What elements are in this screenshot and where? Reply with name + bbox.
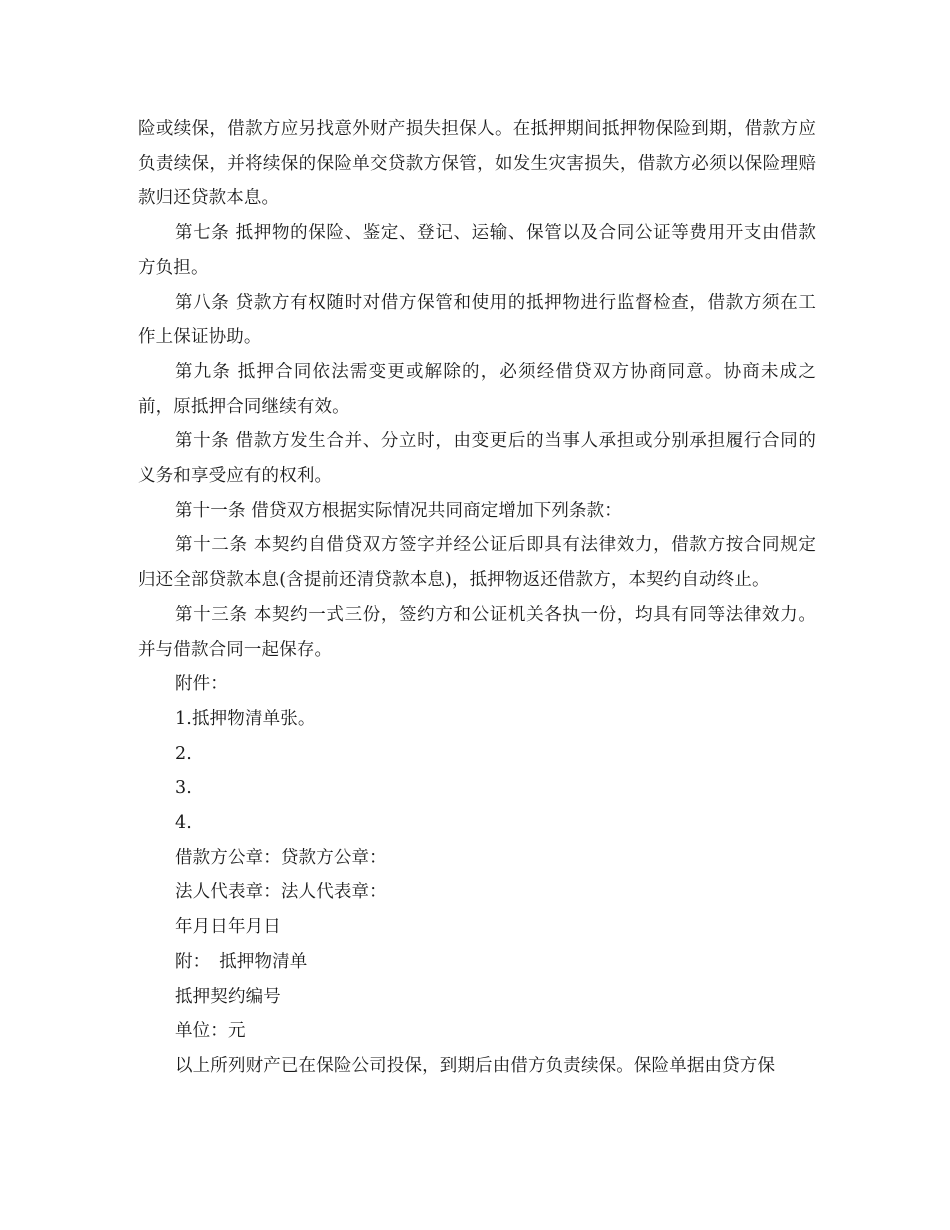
article-10: 第十条 借款方发生合并、分立时，由变更后的当事人承担或分别承担履行合同的义务和享受应有的权利。 (138, 431, 816, 487)
attachments-heading: 附件： (175, 674, 228, 695)
article-8: 第八条 贷款方有权随时对借方保管和使用的抵押物进行监督检查，借款方须在工作上保证协助。 (138, 292, 816, 348)
attachment-item-3: 3. (175, 778, 192, 799)
attachment-item-1: 1.抵押物清单张。 (175, 708, 316, 729)
legal-rep-seals-line: 法人代表章：法人代表章： (175, 882, 387, 903)
company-seals-line: 借款方公章：贷款方公章： (175, 847, 387, 868)
contract-number-label: 抵押契约编号 (175, 986, 281, 1007)
appendix-title: 附： 抵押物清单 (175, 951, 308, 972)
article-13: 第十三条 本契约一式三份，签约方和公证机关各执一份，均具有同等法律效力。并与借款合同一起保存。 (138, 604, 816, 660)
attachment-item-4: 4. (175, 813, 192, 834)
article-11: 第十一条 借贷双方根据实际情况共同商定增加下列条款： (175, 500, 622, 521)
document-body (138, 112, 816, 1084)
unit-label: 单位：元 (175, 1021, 246, 1042)
article-12: 第十二条 本契约自借贷双方签字并经公证后即具有法律效力，借款方按合同规定归还全部贷款本息(含提前还清贷款本息)，抵押物返还借款方，本契约自动终止。 (138, 535, 816, 591)
date-line: 年月日年月日 (175, 917, 281, 938)
paragraph-insurance-continuation: 险或续保，借款方应另找意外财产损失担保人。在抵押期间抵押物保险到期，借款方应负责续保，并将续保的保险单交贷款方保管，如发生灾害损失，借款方必须以保险理赔款归还贷款本息。 (138, 119, 816, 209)
attachment-item-2: 2. (175, 743, 192, 764)
article-7: 第七条 抵押物的保险、鉴定、登记、运输、保管以及合同公证等费用开支由借款方负担。 (138, 223, 816, 278)
article-9: 第九条 抵押合同依法需变更或解除的，必须经借贷双方协商同意。协商未成之前，原抵押合同继续有效。 (138, 361, 816, 417)
insurance-note: 以上所列财产已在保险公司投保，到期后由借方负责续保。保险单据由贷方保 (175, 1055, 776, 1076)
